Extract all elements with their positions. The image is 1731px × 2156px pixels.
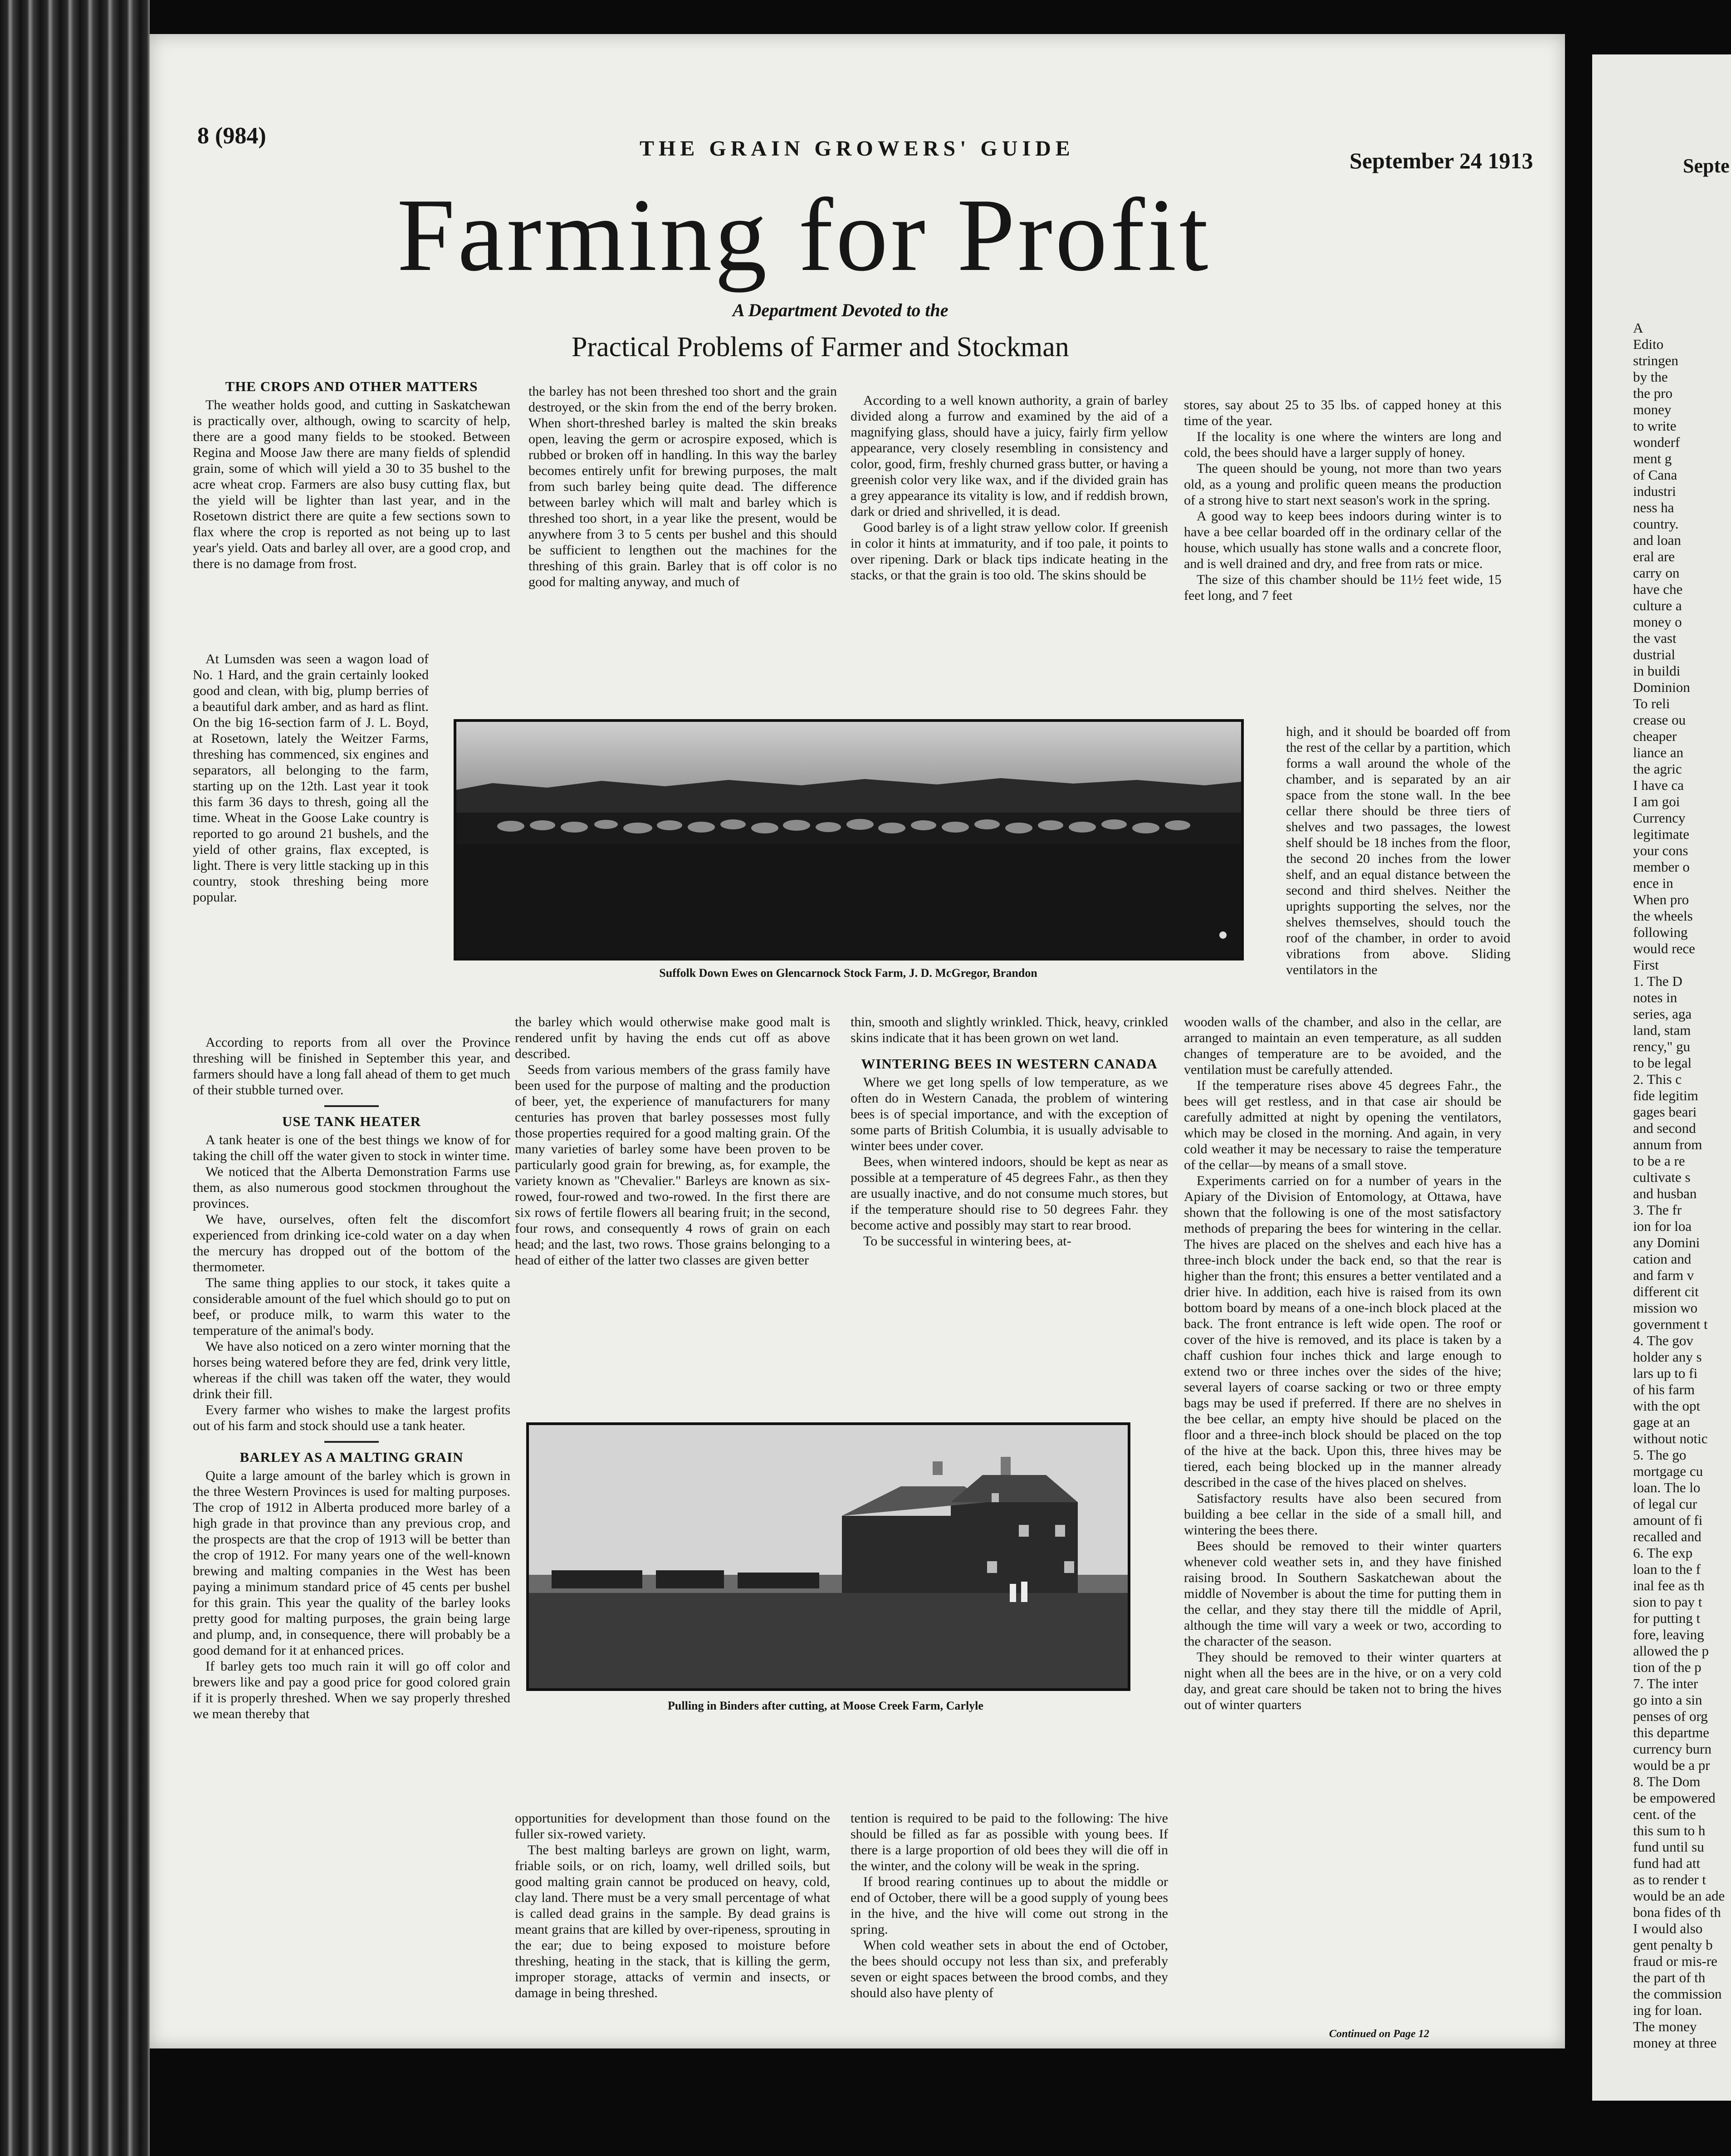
paragraph: Bees, when wintered indoors, should be kept as near as possible at a temperature of 45 degrees Fahr., as then they are usually inactive, and do not consume much stores, but if the temperature should rise to 50 degrees Fahr. they become active and possibly may start to rear brood. (851, 1154, 1168, 1233)
heading-crops: THE CROPS AND OTHER MATTERS (225, 378, 478, 394)
adjacent-page-line: the commission (1633, 1986, 1722, 2002)
article-bees-cont-1 (851, 1810, 1168, 2001)
adjacent-page-line: lars up to fi (1633, 1365, 1698, 1381)
article-barley-cont-4 (851, 392, 1168, 583)
newspaper-page (150, 34, 1565, 2048)
adjacent-page-line: of legal cur (1633, 1496, 1697, 1512)
adjacent-page-line: have che (1633, 581, 1683, 597)
adjacent-page-line: 6. The exp (1633, 1545, 1693, 1561)
paragraph: Every farmer who wishes to make the largest profits out of his farm and stock should use a tank heater. (193, 1402, 510, 1433)
adjacent-page-line: amount of fi (1633, 1512, 1703, 1528)
paragraph: wooden walls of the chamber, and also in the cellar, are arranged to maintain an even temperature, as all sudden changes of temperature are to be avoided, and the ventilation must be carefully attended. (1184, 1014, 1501, 1077)
adjacent-page-line: by the (1633, 369, 1668, 385)
adjacent-page-line: ness ha (1633, 500, 1674, 515)
adjacent-page-line: First (1633, 957, 1659, 973)
adjacent-page-line: fore, leaving (1633, 1627, 1704, 1642)
adjacent-page-line: ing for loan. (1633, 2002, 1702, 2018)
adjacent-page-line: I have ca (1633, 777, 1684, 793)
publication-name: THE GRAIN GROWERS' GUIDE (640, 137, 1075, 161)
adjacent-page-line: for putting t (1633, 1610, 1701, 1626)
adjacent-page-line: 5. The go (1633, 1447, 1687, 1463)
paragraph: A tank heater is one of the best things we know of for taking the chill off the water given to stock in winter time. (193, 1132, 510, 1163)
paragraph: Bees should be removed to their winter quarters whenever cold weather sets in, and they have finished raising brood. In Southern Saskatchewan about the middle of November is about the time for putting them in the cellar, and they stay there till the middle of April, although the time will vary a week or two, according to the character of the season. (1184, 1539, 1501, 1649)
paragraph: At Lumsden was seen a wagon load of No. 1 Hard, and the grain certainly looked good and clean, with big, plump berries of a beautiful dark amber, and as hard as flint. On the big 16-section farm of J. L. Boyd, at Rosetown, lately the Weitzer Farms, threshing has commenced, six engines and separators, all belonging to the farm, starting up on the 12th. Last year it took this farm 36 days to thresh, going all the time. Wheat in the Goose Lake country is reported to go around 21 bushels, and the yield of other grains, flax excepted, is light. There is very little stacking up in this country, stook threshing being more popular. (193, 652, 429, 905)
adjacent-page-line: tion of the p (1633, 1659, 1702, 1675)
adjacent-page-line: the pro (1633, 385, 1672, 401)
section-divider (324, 1441, 379, 1443)
adjacent-page-line: I am goi (1633, 794, 1680, 809)
adjacent-page-line: 8. The Dom (1633, 1774, 1701, 1789)
adjacent-page-line: sion to pay t (1633, 1594, 1702, 1610)
adjacent-page-line: different cit (1633, 1284, 1699, 1299)
paragraph: According to reports from all over the Province threshing will be finished in September this year, and farmers should have a long fall ahead of them to get much of their stubble turned over. (193, 1035, 510, 1098)
paragraph: Satisfactory results have also been secured from building a bee cellar in the side of a small hill, and wintering the bees there. (1184, 1491, 1501, 1538)
paragraph: the barley which would otherwise make good malt is rendered unfit by having the ends cut off as above described. (515, 1014, 830, 1061)
photo-suffolk-ewes (454, 719, 1244, 960)
article-barley-cont-3 (515, 1810, 830, 2001)
adjacent-page-line: penses of org (1633, 1708, 1708, 1724)
adjacent-page-line: ion for loa (1633, 1218, 1692, 1234)
adjacent-page-line: cultivate s (1633, 1169, 1691, 1185)
paragraph: To be successful in wintering bees, at- (863, 1234, 1071, 1249)
paragraph: Good barley is of a light straw yellow color. If greenish in color it hints at immaturity, and if too pale, it points to over ripening. Dark or black tips indicate heating in the stacks, or that the grain is too old. The skins should be (851, 520, 1168, 583)
adjacent-page-line: 1. The D (1633, 973, 1682, 989)
adjacent-page-line: to be a re (1633, 1153, 1685, 1169)
paragraph: When cold weather sets in about the end of October, the bees should occupy not less than six, and preferably seven or eight spaces between the brood combs, and they should also have plenty of (851, 1938, 1168, 2000)
adjacent-page-line: the part of th (1633, 1970, 1706, 1985)
adjacent-page-line: ence in (1633, 875, 1673, 891)
adjacent-page-line: 4. The gov (1633, 1333, 1693, 1348)
adjacent-page-line: Dominion (1633, 679, 1690, 695)
heading-tank-heater: USE TANK HEATER (282, 1113, 421, 1129)
paragraph: According to a well known authority, a grain of barley divided along a furrow and examined by the aid of a magnifying glass, should have a juicy, fairly firm yellow appearance, very closely resembling in consistency and color, good, firm, freshly churned grass butter, or having a greenish color very like wax, and if the divided grain has a grey appearance its vitality is low, and if reddish brown, dark or dried and shrivelled, it is dead. (851, 393, 1168, 519)
adjacent-page-line: to be legal (1633, 1055, 1692, 1071)
adjacent-page-line: loan to the f (1633, 1561, 1701, 1577)
adjacent-page-line: culture a (1633, 598, 1682, 613)
department-subtitle-main: Practical Problems of Farmer and Stockman (572, 332, 1069, 363)
adjacent-page-line: would rece (1633, 941, 1695, 956)
paragraph: Quite a large amount of the barley which is grown in the three Western Provinces is used for malting purposes. The crop of 1912 in Alberta produced more barley of a high grade in that province than any previous crop, and the prospects are that the crop of 1913 will be better than the crop of 1912. For many years one of the well-known brewing and malting companies in the West has been paying a minimum standard price of 45 cents per bushel for this grain. This year the quality of the barley looks pretty good for malting purposes, the grain being large and plump, and, in consequence, there will probably be a good demand for it at enhanced prices. (193, 1468, 510, 1658)
adjacent-page-line: be empowered (1633, 1790, 1716, 1806)
adjacent-page-line: money o (1633, 614, 1682, 630)
paragraph: stores, say about 25 to 35 lbs. of capped honey at this time of the year. (1184, 397, 1501, 428)
adjacent-page-line: and farm v (1633, 1267, 1694, 1283)
adjacent-page-line: gage at an (1633, 1414, 1690, 1430)
department-subtitle: A Department Devoted to the (733, 300, 949, 320)
adjacent-page-line: 3. The fr (1633, 1202, 1682, 1218)
adjacent-page-line: land, stam (1633, 1022, 1691, 1038)
adjacent-page-line: would be an ade (1633, 1888, 1725, 1904)
adjacent-page-line: in buildi (1633, 663, 1681, 679)
adjacent-page-line: mortgage cu (1633, 1463, 1703, 1479)
adjacent-page-line: The money (1633, 2019, 1697, 2034)
adjacent-page-line: and second (1633, 1120, 1696, 1136)
adjacent-page-line: mission wo (1633, 1300, 1698, 1316)
paragraph: If barley gets too much rain it will go off color and brewers like and pay a good price for good colored grain if it is properly threshed. When we say properly threshed we mean thereby that (193, 1659, 510, 1721)
article-crops-middle (193, 651, 429, 905)
adjacent-page-line: carry on (1633, 565, 1680, 581)
paragraph: We have also noticed on a zero winter morning that the horses being watered before they are fed, drink very little, whereas if the chill was taken off the water, they would drink their fill. (193, 1339, 510, 1401)
adjacent-page-line: loan. The lo (1633, 1480, 1701, 1495)
adjacent-page-line: holder any s (1633, 1349, 1702, 1365)
article-bees-cont-2 (1184, 397, 1501, 603)
adjacent-page-line: eral are (1633, 549, 1675, 564)
adjacent-page-line: and husban (1633, 1186, 1697, 1201)
paragraph: thin, smooth and slightly wrinkled. Thick, heavy, crinkled skins indicate that it has been grown on wet land. (851, 1014, 1168, 1045)
paragraph: We noticed that the Alberta Demonstration Farms use them, as also numerous good stockmen throughout the provinces. (193, 1164, 510, 1211)
paragraph: Experiments carried on for a number of years in the Apiary of the Division of Entomology, at Ottawa, have shown that the following is one of the most satisfactory methods of preparing the bees for wintering in the cellar. The hives are placed on the shelves and each hive has a three-inch block under the back end, so that the rear is higher than the front; this ensures a better ventilated and a drier hive. In addition, each hive is raised from its own bottom board by means of a one-inch block placed at the back. The front entrance is left wide open. The roof or cover of the hive is removed, and its place is taken by a chaff cushion four inches thick and large enough to extend two or three inches over the sides of the hive; several layers of coarse sacking or two or three empty bags may be used if preferred. If there are no shelves in the bee cellar, an empty hive should be placed on the floor and a three-inch block should be placed on the top of the hive at the back. Upon this, three hives may be tiered, each being blocked up in the manner already described in the case of the hives placed on shelves. (1184, 1173, 1501, 1490)
paragraph: We have, ourselves, often felt the discomfort experienced from drinking ice-cold water on a day when the mercury has dropped out of the bottom of the thermometer. (193, 1212, 510, 1274)
paragraph: A good way to keep bees indoors during winter is to have a bee cellar boarded off in the ordinary cellar of the house, which usually has stone walls and a concrete floor, and is well drained and dry, and free from rats or mice. (1184, 509, 1501, 571)
adjacent-page-line: 7. The inter (1633, 1676, 1698, 1691)
issue-date: September 24 1913 (1350, 148, 1533, 173)
adjacent-page-line: 2. This c (1633, 1071, 1682, 1087)
paragraph: opportunities for development than those found on the fuller six-rowed variety. (515, 1811, 830, 1842)
adjacent-page-line: I would also (1633, 1921, 1703, 1936)
adjacent-page-line: liance an (1633, 745, 1684, 760)
article-bees-cont-4 (1184, 1014, 1501, 1713)
adjacent-page-line: the vast (1633, 630, 1677, 646)
adjacent-page-line: rency," gu (1633, 1039, 1690, 1054)
adjacent-page-line: stringen (1633, 353, 1678, 368)
adjacent-page-line: Currency (1633, 810, 1686, 826)
photo-caption-farm: Pulling in Binders after cutting, at Moose Creek Farm, Carlyle (668, 1699, 983, 1712)
adjacent-page-line: gages beari (1633, 1104, 1697, 1120)
adjacent-page-line: to write (1633, 418, 1677, 434)
adjacent-page-line: To reli (1633, 696, 1670, 711)
adjacent-page-line: bona fides of th (1633, 1904, 1721, 1920)
adjacent-page-line: money (1633, 402, 1672, 417)
adjacent-page-line: notes in (1633, 990, 1677, 1005)
adjacent-page-line: inal fee as th (1633, 1578, 1705, 1593)
adjacent-page-line: cation and (1633, 1251, 1692, 1267)
adjacent-page-line: currency burn (1633, 1741, 1711, 1757)
paragraph: The queen should be young, not more than two years old, as a young and prolific queen means the production of a strong hive to start next season's work in the spring. (1184, 461, 1501, 508)
adjacent-page-line: money at three (1633, 2035, 1717, 2051)
heading-wintering-bees: WINTERING BEES IN WESTERN CANADA (861, 1056, 1158, 1072)
paragraph: Seeds from various members of the grass family have been used for the purpose of malting and the production of beer, yet, the experience of manufacturers for many centuries has proven that barley possesses most fully those properties required for a good malting grain. Of the many varieties of barley some have been proven to be particularly good grain for brewing, as, for example, the variety known as "Chevalier." Barleys are known as six-rowed, four-rowed and two-rowed. In the first there are six rows of fertile flowers all bearing fruit; in the second, four rows, and consequently 4 rows of grain on each head; and the last, two rows. Those grains belonging to a head of either of the latter two classes are given better (515, 1062, 830, 1268)
article-bees-start (851, 1014, 1168, 1249)
adjacent-page-line: the agric (1633, 761, 1682, 777)
adjacent-page (1592, 54, 1731, 2101)
paragraph: The best malting barleys are grown on light, warm, friable soils, or on rich, loamy, well drilled soils, but good malting grain cannot be produced on heavy, cold, clay land. There must be a very small percentage of what is called dead grains in the sample. By dead grains is meant grains that are killed by over-ripeness, sprouting in the ear; due to being exposed to moisture before threshing, heating in the stack, that is killing the germ, improper storage, attacks of vermin and insects, or damage in being threshed. (515, 1842, 830, 2000)
adjacent-page-line: cheaper (1633, 728, 1677, 744)
adjacent-page-header: Septe (1683, 155, 1730, 177)
adjacent-page-line: would be a pr (1633, 1757, 1710, 1773)
adjacent-page-line: without notic (1633, 1431, 1708, 1446)
adjacent-page-line: of Cana (1633, 467, 1677, 483)
adjacent-page-line: crease ou (1633, 712, 1686, 728)
adjacent-page-line: gent penalty b (1633, 1937, 1713, 1953)
continued-notice: Continued on Page 12 (1329, 2028, 1429, 2040)
page-number: 8 (984) (197, 123, 266, 149)
adjacent-page-line: this sum to h (1633, 1823, 1706, 1838)
adjacent-page-line: following (1633, 924, 1688, 940)
adjacent-page-line: series, aga (1633, 1006, 1692, 1022)
adjacent-page-line: A (1633, 320, 1643, 336)
article-barley-cont-2 (515, 1014, 830, 1268)
adjacent-page-line: cent. of the (1633, 1806, 1696, 1822)
adjacent-page-line: as to render t (1633, 1872, 1706, 1887)
adjacent-page-line: member o (1633, 859, 1690, 875)
paragraph: high, and it should be boarded off from the rest of the cellar by a partition, which forms a wall around the whole of the chamber, and is separated by an air space from the stone wall. In the bee cellar there should be three tiers of shelves and two passages, the lowest shelf should be 18 inches from the floor, the second 20 inches from the lower shelf, and an equal distance between the second and third shelves. Neither the uprights supporting the selves, nor the shelves themselves, should touch the roof of the chamber, in order to avoid vibrations from above. Sliding ventilators in the (1286, 724, 1511, 977)
paragraph: The weather holds good, and cutting in Saskatchewan is practically over, although, owing to scarcity of help, there are a good many fields to be stooked. Between Regina and Moose Jaw there are many fields of splendid grain, some of which will yield a 30 to 35 bushel to the acre wheat crop. Farmers are also busy cutting flax, but the yield will be lighter than last year, and in the Rosetown district there are quite a few sections sown to flax where the crop is reported as not being up to last year's yield. Oats and barley all over, are a good crop, and there is no damage from frost. (193, 397, 510, 571)
paragraph: The size of this chamber should be 11½ feet wide, 15 feet long, and 7 feet (1184, 572, 1501, 603)
adjacent-page-line: recalled and (1633, 1529, 1702, 1544)
article-bees-cont-3 (1286, 724, 1511, 978)
adjacent-page-line: of his farm (1633, 1382, 1695, 1397)
department-title: Farming for Profit (397, 177, 1211, 293)
photo-caption-ewes: Suffolk Down Ewes on Glencarnock Stock Farm, J. D. McGregor, Brandon (659, 966, 1037, 980)
adjacent-page-line: fraud or mis-re (1633, 1953, 1717, 1969)
adjacent-page-line: ment g (1633, 451, 1672, 466)
adjacent-page-line: country. (1633, 516, 1679, 532)
adjacent-page-line: wonderf (1633, 434, 1680, 450)
adjacent-page-line: and loan (1633, 532, 1681, 548)
section-divider (324, 1105, 379, 1107)
adjacent-page-line: dustrial (1633, 647, 1675, 662)
adjacent-page-line: industri (1633, 483, 1676, 499)
adjacent-page-line: fund had att (1633, 1855, 1701, 1871)
paragraph: They should be removed to their winter quarters at night when all the bees are in the hive, or on a very cold day, and great care should be taken not to bring the hives out of winter quarters (1184, 1650, 1501, 1712)
photo-moose-creek-farm (526, 1422, 1130, 1691)
paragraph: the barley has not been threshed too short and the grain destroyed, or the skin from the end of the berry broken. When short-threshed barley is malted the skin breaks open, leaving the germ or acrospire exposed, which is rubbed or broken off in handling. In this way the barley becomes entirely unfit for brewing purposes, the malt from such barley being quite dead. The difference between barley which will malt and barley which is threshed too short, in a year like the present, would be anywhere from 3 to 5 cents per bushel and this should be sufficient to lengthen out the machines for the threshing of this grain. Barley that is off color is no good for malting anyway, and much of (528, 384, 837, 589)
adjacent-page-line: your cons (1633, 843, 1688, 858)
adjacent-page-line: When pro (1633, 892, 1689, 907)
article-barley-cont-1 (528, 383, 837, 590)
adjacent-page-line: fund until su (1633, 1839, 1704, 1855)
adjacent-page-text (1633, 320, 1725, 2051)
adjacent-page-line: fide legitim (1633, 1088, 1698, 1103)
adjacent-page-line: allowed the p (1633, 1643, 1709, 1659)
adjacent-page-line: this departme (1633, 1725, 1709, 1740)
paragraph: If brood rearing continues up to about the middle or end of October, there will be a good supply of young bees in the hive, and the hive will come out strong in the spring. (851, 1874, 1168, 1937)
book-binding-edge (0, 0, 150, 2156)
adjacent-page-line: Edito (1633, 336, 1664, 352)
adjacent-page-line: with the opt (1633, 1398, 1701, 1414)
article-crops-top (193, 377, 510, 572)
adjacent-page-line: go into a sin (1633, 1692, 1702, 1708)
paragraph: The same thing applies to our stock, it takes quite a considerable amount of the fuel which should go to put on beef, or produce milk, to warm this water to the temperature of the animal's body. (193, 1275, 510, 1338)
adjacent-page-line: any Domini (1633, 1235, 1700, 1250)
paragraph: If the temperature rises above 45 degrees Fahr., the bees will get restless, and in that case air should be carefully admitted at night by opening the ventilators, which may be closed in the morning. And again, in very cold weather it may be necessary to raise the temperature of the cellar—by means of a small stove. (1184, 1078, 1501, 1172)
adjacent-page-line: annum from (1633, 1137, 1702, 1152)
paragraph: If the locality is one where the winters are long and cold, the bees should have a larger supply of honey. (1184, 429, 1501, 460)
adjacent-page-line: the wheels (1633, 908, 1693, 924)
adjacent-page-line: legitimate (1633, 826, 1689, 842)
adjacent-page-line: government t (1633, 1316, 1708, 1332)
paragraph: tention is required to be paid to the following: The hive should be filled as far as possible with young bees. If there is a large proportion of old bees they will die off in the winter, and the colony will be weak in the spring. (851, 1811, 1168, 1873)
heading-barley: BARLEY AS A MALTING GRAIN (240, 1449, 464, 1465)
paragraph: Where we get long spells of low temperature, as we often do in Western Canada, the problem of wintering bees is of special importance, and with the exception of some parts of British Columbia, it is usually advisable to winter bees under cover. (851, 1075, 1168, 1153)
article-crops-end (193, 1034, 510, 1722)
